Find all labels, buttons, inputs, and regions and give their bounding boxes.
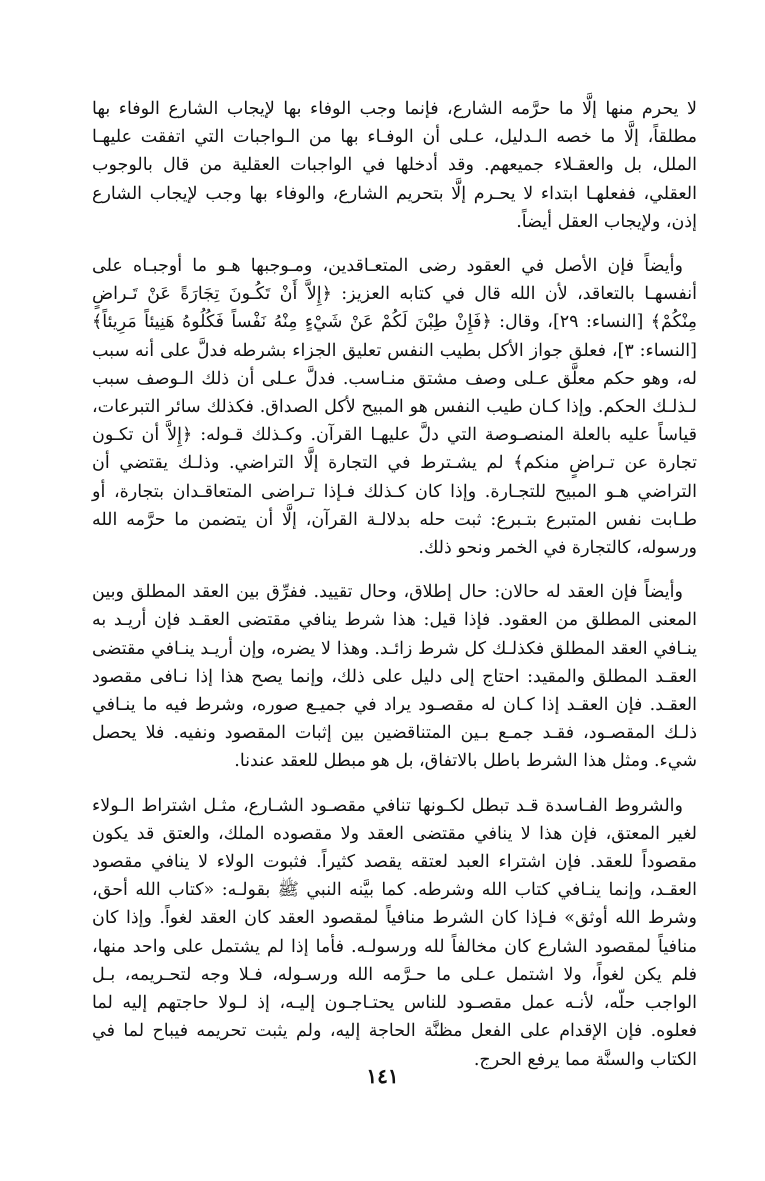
page-number: ١٤١ bbox=[366, 1064, 399, 1088]
page-body bbox=[92, 95, 697, 1090]
paragraph-4: والشروط الفـاسدة قـد تبطل لكـونها تنافي مقصـود الشـارع، مثـل اشتراط الـولاء لغير المعتق، فإن هذا لا ينافي مقتضى العقد ولا مقصوده الملك، والعتق قد يكون مقصوداً للعقد. فإن اشتراء العبد لعتقه يقصد كثيراً. فثبوت الولاء لا ينافي مقصود العقـد، وإنما ينـافي كتاب الله وشرطه. كما بيَّنه النبي ﷺ بقولـه: «كتاب الله أحق، وشرط الله أوثق» فـإذا كان الشرط منافياً لمقصود العقد كان العقد لغواً. وإذا كان منافياً لمقصود الشارع كان مخالفاً لله ورسولـه. فأما إذا لم يشتمل على واحد منها، فلم يكن لغواً، ولا اشتمل عـلى ما حـرَّمه الله ورسـوله، فـلا وجه لتحـريمه، بـل الواجب حلّه، لأنـه عمل مقصـود للناس يحتـاجـون إليـه، إذ لـولا حاجتهم إليه لما فعلوه. فإن الإقدام على الفعل مظنَّة الحاجة إليه، ولم يثبت تحريمه فيباح لما في الكتاب والسنَّة مما يرفع الحرج. bbox=[92, 795, 697, 1070]
paragraph-1: لا يحرم منها إلَّا ما حرَّمه الشارع، فإنما وجب الوفاء بها لإيجاب الشارع الوفاء بها مطلقاً، إلَّا ما خصه الـدليل، عـلى أن الوفـاء بها من الـواجبات التي اتفقت عليهـا الملل، بل والعقـلاء جميعهم. وقد أدخلها في الواجبات العقلية من قال بالوجوب العقلي، ففعلهـا ابتداء لا يحـرم إلَّا بتحريم الشارع، والوفاء بها وجب لإيجاب الشارع إذن، ولإيجاب العقل أيضاً. bbox=[92, 99, 697, 232]
paragraph-2: وأيضاً فإن الأصل في العقود رضى المتعـاقدين، ومـوجبها هـو ما أوجبـاه على أنفسهـا بالتعاقد، لأن الله قال في كتابه العزيز: ﴿إِلاَّ أَنْ تَكُـونَ تِجَارَةً عَنْ تَـراضٍ مِنْكُمْ﴾ [النساء: ٢٩]، وقال: ﴿فَإِنْ طِبْنَ لَكُمْ عَنْ شَيْءٍ مِنْهُ نَفْساً فَكُلُوهُ هَنِيئاً مَرِيئاً﴾ [النساء: ٣]، فعلق جواز الأكل بطيب النفس تعليق الجزاء بشرطه فدلَّ على أنه سبب له، وهو حكم معلَّق عـلى وصف مشتق منـاسب. فدلَّ عـلى أن ذلك الـوصف سبب لـذلـك الحكم. وإذا كـان طيب النفس هو المبيح لأكل الصداق. فكذلك سائر التبرعات، قياساً عليه بالعلة المنصـوصة التي دلَّ عليهـا القرآن. وكـذلك قـوله: ﴿إِلاَّ أن تكـون تجارة عن تـراضٍ منكم﴾ لم يشـترط في التجارة إلَّا التراضي. وذلـك يقتضي أن التراضي هـو المبيح للتجـارة. وإذا كان كـذلك فـإذا تـراضى المتعاقـدان بتجارة، أو طـابت نفس المتبرع بتـبرع: ثبت حله بدلالـة القرآن، إلَّا أن يتضمن ما حرَّمه الله ورسوله، كالتجارة في الخمر ونحو ذلك. bbox=[92, 256, 697, 559]
paragraph-3: وأيضاً فإن العقد له حالان: حال إطلاق، وحال تقييد. ففرِّق بين العقد المطلق وبين المعنى المطلق من العقود. فإذا قيل: هذا شرط ينافي مقتضى العقـد فإن أريـد به ينـافي العقد المطلق فكذلـك كل شرط زائـد. وهذا لا يضره، وإن أريـد ينـافي مقتضى العقـد المطلق والمقيد: احتاج إلى دليل على ذلك، وإنما يصح هذا إذا نـافى مقصود العقـد. فإن العقـد إذا كـان له مقصـود يراد في جميـع صوره، وشرط فيه ما ينـافي ذلـك المقصـود، فقـد جمـع بـين المتناقضين بين إثبات المقصود ونفيه. فلا يحصل شيء. ومثل هذا الشرط باطل بالاتفاق، بل هو مبطل للعقد عندنا. bbox=[92, 582, 697, 772]
